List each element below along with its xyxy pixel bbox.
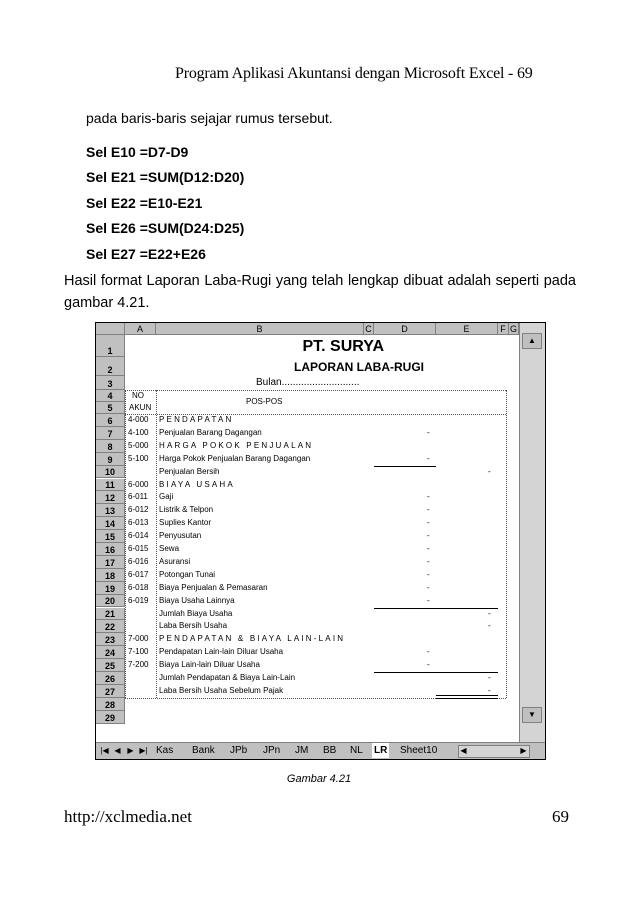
account-label: Pendapatan Lain-lain Diluar Usaha bbox=[159, 647, 284, 657]
row-header[interactable]: 7 bbox=[96, 427, 125, 440]
formula-line: Sel E27 =E22+E26 bbox=[86, 246, 206, 262]
formula-line: Sel E21 =SUM(D12:D20) bbox=[86, 169, 245, 185]
value-e: - bbox=[488, 685, 491, 695]
sheet-tab-bank[interactable]: Bank bbox=[192, 745, 215, 756]
value-e: - bbox=[488, 673, 491, 682]
vertical-scrollbar[interactable] bbox=[519, 323, 545, 742]
account-code: 6-012 bbox=[128, 505, 149, 515]
value-d: - bbox=[427, 595, 430, 605]
double-underline bbox=[436, 695, 498, 696]
intro-text: pada baris-baris sejajar rumus tersebut. bbox=[86, 110, 333, 126]
row-header[interactable]: 5 bbox=[96, 402, 125, 414]
row-header[interactable]: 6 bbox=[96, 414, 125, 427]
account-label: HARGA POKOK PENJUALAN bbox=[159, 440, 314, 450]
account-label: Biaya Penjualan & Pemasaran bbox=[159, 582, 268, 592]
row-header[interactable]: 17 bbox=[96, 556, 125, 569]
report-title: LAPORAN LABA-RUGI bbox=[294, 360, 424, 374]
column-header-D[interactable]: D bbox=[374, 323, 436, 335]
row-header[interactable]: 21 bbox=[96, 608, 125, 621]
row-header[interactable]: 3 bbox=[96, 376, 125, 390]
account-code: 6-018 bbox=[128, 582, 149, 592]
value-d: - bbox=[427, 505, 430, 515]
account-label: Penjualan Barang Dagangan bbox=[159, 427, 262, 437]
account-label: PENDAPATAN bbox=[159, 415, 234, 424]
column-header-C[interactable]: C bbox=[364, 323, 374, 335]
row-header[interactable]: 15 bbox=[96, 530, 125, 543]
sheet-tab-nl[interactable]: NL bbox=[350, 745, 363, 756]
scroll-right-icon[interactable]: ▶ bbox=[520, 746, 527, 755]
row-header[interactable]: 27 bbox=[96, 685, 125, 698]
value-d: - bbox=[427, 556, 430, 566]
table-border bbox=[125, 390, 506, 391]
row-header[interactable]: 16 bbox=[96, 543, 125, 556]
scroll-up-icon[interactable]: ▲ bbox=[522, 333, 542, 349]
spreadsheet-screenshot bbox=[95, 322, 546, 760]
row-header[interactable]: 11 bbox=[96, 479, 125, 492]
footer-url: http://xclmedia.net bbox=[64, 807, 192, 826]
sheet-tab-jpn[interactable]: JPn bbox=[263, 745, 281, 756]
value-e: - bbox=[488, 621, 491, 631]
prev-sheet-icon[interactable]: ◀ bbox=[114, 746, 121, 755]
table-border bbox=[125, 390, 126, 698]
account-label: Suplies Kantor bbox=[159, 518, 212, 528]
row-header[interactable]: 25 bbox=[96, 659, 125, 672]
account-code: 5-000 bbox=[128, 440, 149, 450]
value-d: - bbox=[427, 660, 430, 670]
sheet-tab-sheet10[interactable]: Sheet10 bbox=[400, 745, 438, 756]
account-label: Gaji bbox=[159, 492, 174, 502]
account-label: Potongan Tunai bbox=[159, 569, 216, 579]
body-paragraph: Hasil format Laporan Laba-Rugi yang telah lengkap dibuat adalah seperti pada gambar 4.21. bbox=[64, 273, 576, 311]
row-header[interactable]: 23 bbox=[96, 633, 125, 646]
table-border bbox=[506, 390, 507, 698]
col-akun-label: AKUN bbox=[129, 403, 152, 412]
col-no-label: NO bbox=[132, 391, 144, 400]
value-e: - bbox=[488, 608, 491, 618]
row-header[interactable]: 1 bbox=[96, 335, 125, 357]
scroll-left-icon[interactable]: ◀ bbox=[460, 746, 467, 755]
account-label: Biaya Usaha Lainnya bbox=[159, 595, 235, 605]
row-header[interactable]: 12 bbox=[96, 491, 125, 504]
account-code: 7-100 bbox=[128, 647, 149, 657]
value-d: - bbox=[427, 544, 430, 553]
sheet-tab-jm[interactable]: JM bbox=[295, 745, 309, 756]
row-header[interactable]: 18 bbox=[96, 569, 125, 582]
row-header[interactable]: 20 bbox=[96, 595, 125, 608]
underline bbox=[374, 672, 436, 673]
corner-cell bbox=[96, 323, 125, 335]
account-label: Listrik & Telpon bbox=[159, 505, 214, 515]
row-header[interactable]: 19 bbox=[96, 582, 125, 595]
account-code: 6-014 bbox=[128, 531, 149, 541]
underline bbox=[436, 698, 498, 699]
row-header[interactable]: 9 bbox=[96, 453, 125, 466]
sheet-tab-kas[interactable]: Kas bbox=[156, 745, 174, 756]
account-label: PENDAPATAN & BIAYA LAIN-LAIN bbox=[159, 634, 346, 644]
column-header-B[interactable]: B bbox=[156, 323, 364, 335]
sheet-tab-lr[interactable]: LR bbox=[374, 745, 388, 756]
account-code: 6-017 bbox=[128, 569, 149, 579]
column-header-A[interactable]: A bbox=[125, 323, 156, 335]
value-d: - bbox=[427, 453, 430, 463]
account-code: 6-015 bbox=[128, 544, 149, 553]
page-number: 69 bbox=[552, 807, 569, 826]
next-sheet-icon[interactable]: ▶ bbox=[127, 746, 134, 755]
underline bbox=[436, 608, 498, 609]
underline bbox=[436, 672, 498, 673]
sheet-grid bbox=[96, 323, 519, 742]
account-code: 6-000 bbox=[128, 479, 149, 489]
value-d: - bbox=[427, 569, 430, 579]
account-label: Jumlah Pendapatan & Biaya Lain-Lain bbox=[159, 673, 296, 682]
table-border bbox=[156, 390, 157, 698]
value-d: - bbox=[427, 492, 430, 502]
first-sheet-icon[interactable]: |◀ bbox=[100, 746, 109, 755]
account-code: 6-016 bbox=[128, 556, 149, 566]
account-code: 4-000 bbox=[128, 415, 149, 424]
formula-line: Sel E22 =E10-E21 bbox=[86, 195, 203, 211]
last-sheet-icon[interactable]: ▶| bbox=[139, 746, 148, 755]
formula-line: Sel E26 =SUM(D24:D25) bbox=[86, 220, 245, 236]
account-label: Jumlah Biaya Usaha bbox=[159, 608, 233, 618]
col-pospos-label: POS-POS bbox=[246, 397, 283, 406]
sheet-tab-bar bbox=[96, 742, 545, 759]
account-label: Biaya Lain-lain Diluar Usaha bbox=[159, 660, 260, 670]
sheet-tab-bb[interactable]: BB bbox=[323, 745, 337, 756]
value-e: - bbox=[488, 466, 491, 476]
account-label: Penjualan Bersih bbox=[159, 466, 220, 476]
account-code: 7-000 bbox=[128, 634, 149, 644]
running-header: Program Aplikasi Akuntansi dengan Microsoft Excel - 69 bbox=[175, 65, 533, 82]
account-label: Sewa bbox=[159, 544, 180, 553]
row-header[interactable]: 29 bbox=[96, 711, 125, 724]
row-header[interactable]: 8 bbox=[96, 440, 125, 453]
figure-caption: Gambar 4.21 bbox=[286, 773, 352, 785]
account-label: BIAYA USAHA bbox=[159, 479, 235, 489]
account-label: Penyusutan bbox=[159, 531, 202, 541]
underline bbox=[374, 608, 436, 609]
row-header[interactable]: 26 bbox=[96, 672, 125, 685]
row-header[interactable]: 24 bbox=[96, 646, 125, 659]
value-d: - bbox=[427, 518, 430, 528]
account-code: 5-100 bbox=[128, 453, 149, 463]
company-name: PT. SURYA bbox=[302, 338, 384, 355]
value-d: - bbox=[427, 582, 430, 592]
scroll-down-icon[interactable]: ▼ bbox=[522, 707, 542, 723]
account-code: 6-019 bbox=[128, 595, 149, 605]
account-label: Laba Bersih Usaha bbox=[159, 621, 228, 631]
row-header[interactable]: 2 bbox=[96, 357, 125, 376]
column-header-E[interactable]: E bbox=[436, 323, 498, 335]
row-header[interactable]: 22 bbox=[96, 620, 125, 633]
row-header[interactable]: 28 bbox=[96, 698, 125, 711]
column-header-G[interactable]: G bbox=[509, 324, 517, 334]
account-code: 7-200 bbox=[128, 660, 149, 670]
account-label: Laba Bersih Usaha Sebelum Pajak bbox=[159, 685, 284, 695]
account-label: Harga Pokok Penjualan Barang Dagangan bbox=[159, 453, 311, 463]
account-code: 6-013 bbox=[128, 518, 149, 528]
account-label: Asuransi bbox=[159, 556, 191, 566]
value-d: - bbox=[427, 531, 430, 541]
underline bbox=[374, 466, 436, 467]
account-code: 6-011 bbox=[128, 492, 148, 502]
account-code: 4-100 bbox=[128, 427, 149, 437]
period-label: Bulan............................ bbox=[256, 377, 360, 388]
formula-line: Sel E10 =D7-D9 bbox=[86, 144, 189, 160]
row-header[interactable]: 14 bbox=[96, 517, 125, 530]
column-header-F[interactable]: F bbox=[498, 323, 509, 335]
row-header[interactable]: 10 bbox=[96, 466, 125, 479]
row-header[interactable]: 13 bbox=[96, 504, 125, 517]
row-header[interactable]: 4 bbox=[96, 390, 125, 402]
sheet-tab-jpb[interactable]: JPb bbox=[230, 745, 248, 756]
value-d: - bbox=[427, 647, 430, 657]
value-d: - bbox=[427, 427, 430, 437]
